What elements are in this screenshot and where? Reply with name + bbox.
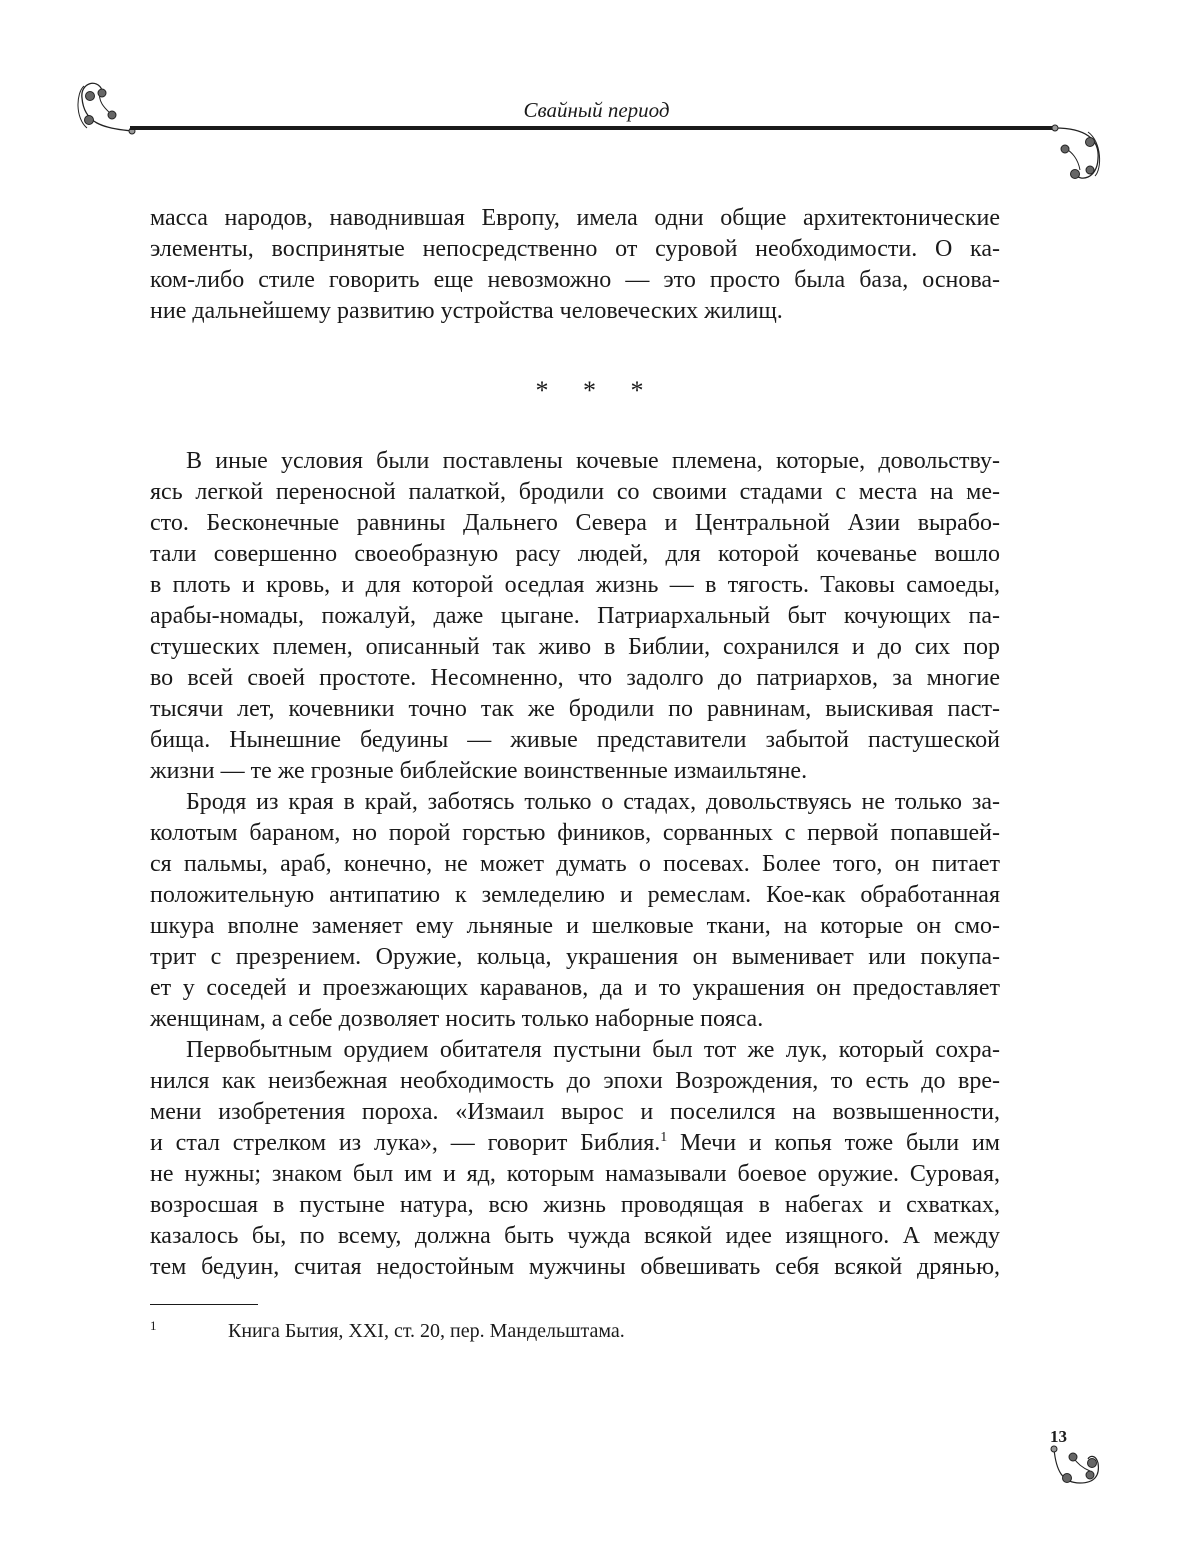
footnote-rule (150, 1304, 258, 1305)
text-line: тысячи лет, кочевники точно так же бродили по равнинам, выискивая паст- (150, 696, 1000, 722)
text-line: не нужны; знаком был им и яд, которым намазывали боевое оружие. Суровая, (150, 1161, 1000, 1187)
text-line: ком-либо стиле говорить еще невозможно — это просто была база, основа- (150, 267, 1000, 293)
text-line: тали совершенно своеобразную расу людей, для которой кочеванье вошло (150, 541, 1000, 567)
text-line: масса народов, наводнившая Европу, имела одни общие архитектонические (150, 205, 1000, 231)
page-number: 13 (1050, 1427, 1067, 1446)
text-line: ние дальнейшему развитию устройства человеческих жилищ. (150, 298, 783, 324)
text-line: мени изобретения пороха. «Измаил вырос и поселился на возвышенности, (150, 1099, 1000, 1125)
paragraph (150, 1035, 1000, 1283)
footnote-text: Книга Бытия, XXI, ст. 20, пер. Мандельштама. (228, 1320, 625, 1342)
text-line: бища. Нынешние бедуины — живые представители забытой пастушеской (150, 727, 1000, 753)
running-title: Свайный период (523, 98, 670, 122)
text-line: В иные условия были поставлены кочевые племена, которые, довольству- (186, 448, 1000, 474)
text-line: шкура вполне заменяет ему льняные и шелковые ткани, на которые он смо- (150, 913, 1000, 939)
text-line: во всей своей простоте. Несомненно, что задолго до патриархов, за многие (150, 665, 1000, 691)
text-line: казалось бы, по всему, должна быть чужда всякой идее изящного. А между (150, 1223, 1000, 1249)
text-line: элементы, воспринятые непосредственно от суровой необходимости. О ка- (150, 236, 1000, 262)
text-line: женщинам, а себе дозволяет носить только наборные пояса. (150, 1006, 764, 1032)
text-line: Бродя из края в край, заботясь только о стадах, довольствуясь не только за- (186, 789, 1000, 815)
text-line: нился как неизбежная необходимость до эпохи Возрождения, то есть до вре- (150, 1068, 1000, 1094)
paragraph (150, 787, 1000, 1035)
text-line: ясь легкой переносной палаткой, бродили со своими стадами с места на ме- (150, 479, 1000, 505)
text-line: ся пальмы, араб, конечно, не может думать о посевах. Более того, он питает (150, 851, 1000, 877)
text-line: в плоть и кровь, и для которой оседлая жизнь — в тягость. Таковы самоеды, (150, 572, 1000, 598)
corner-ornament-top-right (1050, 124, 1110, 186)
footnote-mark: 1 (150, 1318, 157, 1333)
text-line: жизни — те же грозные библейские воинственные измаильтяне. (150, 758, 808, 784)
text-line: арабы-номады, пожалуй, даже цыгане. Патриархальный быт кочующих па- (150, 603, 1000, 629)
section-separator: * * * (535, 376, 658, 405)
text-line: колотым бараном, но порой горстью фиников, сорванных с первой попавшей- (150, 820, 1000, 846)
paragraph (150, 203, 1000, 327)
text-line: сто. Бесконечные равнины Дальнего Севера и Центральной Азии вырабо- (150, 510, 1000, 536)
text-line: и стал стрелком из лука», — говорит Библия.$^1$ Мечи и копья тоже были им (150, 1130, 1000, 1156)
header-rule (130, 126, 1055, 130)
text-line: ет у соседей и проезжающих караванов, да и то украшения он предоставляет (150, 975, 1000, 1001)
text-line: возросшая в пустыне натура, всю жизнь проводящая в набегах и схватках, (150, 1192, 1000, 1218)
page-number-ornament (1050, 1445, 1110, 1495)
text-line: трит с презрением. Оружие, кольца, украшения он выменивает или покупа- (150, 944, 1000, 970)
text-line: Первобытным орудием обитателя пустыни был тот же лук, который сохра- (186, 1037, 1000, 1063)
text-line: тем бедуин, считая недостойным мужчины обвешивать себя всякой дрянью, (150, 1254, 1000, 1280)
paragraph (150, 446, 1000, 787)
footnote-reference[interactable]: 1 (660, 1130, 668, 1145)
text-line: положительную антипатию к земледелию и ремеслам. Кое-как обработанная (150, 882, 1000, 908)
text-line: стушеских племен, описанный так живо в Библии, сохранился и до сих пор (150, 634, 1000, 660)
